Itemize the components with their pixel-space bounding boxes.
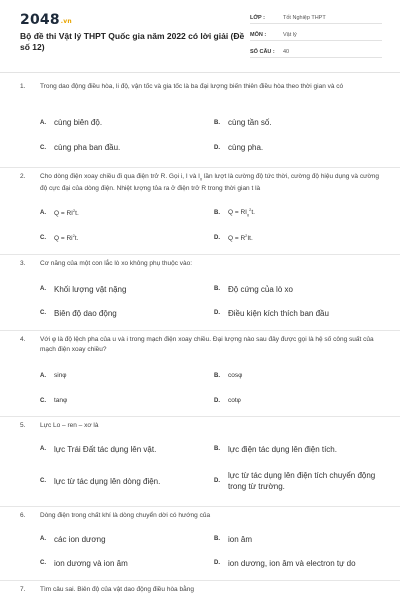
option-letter: A. (40, 446, 46, 452)
question-number: 7. (20, 586, 26, 593)
option-text: Khối lượng vật nặng (54, 284, 127, 294)
option-text: lực từ tác dụng lên dòng điện. (54, 476, 161, 486)
meta-subject (250, 28, 382, 41)
question-list (0, 80, 400, 600)
meta-question-count (250, 45, 382, 58)
option-text: tanφ (54, 397, 68, 404)
answer-options (40, 527, 382, 575)
question-4 (0, 331, 400, 417)
option-text: cùng pha. (228, 143, 264, 152)
option-text: ion dương và ion âm (54, 558, 128, 568)
option-d[interactable] (214, 301, 382, 325)
question-text: Với φ là độ lệch pha của u và i trong mạch điện xoay chiều. Đại lượng nào sau đây được gọi là hệ số công suất của mạch điện xoay chiều? (40, 336, 374, 353)
option-b[interactable] (214, 363, 382, 388)
option-letter: A. (40, 536, 46, 542)
meta-count-label: SỐ CÂU : (250, 49, 275, 55)
option-text: Biên độ dao động (54, 308, 117, 318)
option-d[interactable] (214, 388, 382, 413)
page-header (0, 0, 400, 70)
option-letter: C. (40, 478, 46, 484)
option-d[interactable] (214, 225, 382, 250)
meta-class-label: LỚP : (250, 15, 265, 21)
option-d[interactable] (214, 551, 382, 575)
option-letter: A. (40, 119, 46, 126)
option-c[interactable] (40, 388, 214, 413)
question-text: Cơ năng của một con lắc lò xo không phụ thuộc vào: (40, 260, 193, 267)
option-a[interactable] (40, 277, 214, 301)
option-text: cùng tần số. (228, 118, 272, 127)
option-a[interactable] (40, 363, 214, 388)
header-divider (0, 72, 400, 73)
option-b[interactable] (214, 200, 382, 225)
question-number: 2. (20, 173, 26, 180)
question-text: Lực Lo – ren – xơ là (40, 422, 99, 429)
answer-options (40, 437, 382, 501)
option-letter: D. (214, 310, 220, 316)
option-letter: C. (40, 310, 46, 316)
exam-meta (250, 11, 382, 62)
option-letter: D. (214, 478, 220, 484)
option-letter: B. (214, 536, 220, 542)
option-c[interactable] (40, 461, 214, 501)
option-text: cosφ (228, 372, 243, 379)
option-text: $Q = R^2It$. (228, 233, 253, 243)
option-a[interactable] (40, 200, 214, 225)
option-text: ion âm (228, 534, 253, 544)
question-7 (0, 581, 400, 600)
logo-suffix: .vn (60, 18, 72, 25)
answer-options (40, 277, 382, 325)
option-text: cùng biên độ. (54, 118, 103, 127)
option-text: $Q = RI^2t$. (54, 208, 79, 218)
option-a[interactable] (40, 110, 214, 135)
option-b[interactable] (214, 277, 382, 301)
question-number: 1. (20, 83, 26, 90)
question-number: 5. (20, 422, 26, 429)
option-letter: C. (40, 144, 46, 151)
option-letter: A. (40, 286, 46, 292)
option-text: lực điện tác dụng lên điện tích. (228, 444, 337, 454)
question-text: Tìm câu sai. Biên độ của vật dao động điều hòa bằng (40, 586, 194, 593)
option-text: Điều kiện kích thích ban đầu (228, 308, 329, 318)
question-number: 4. (20, 336, 26, 343)
option-letter: B. (214, 372, 220, 379)
option-text: $Q = RI_0^2t$. (228, 207, 255, 218)
option-b[interactable] (214, 110, 382, 135)
option-letter: C. (40, 397, 46, 404)
option-letter: D. (214, 397, 220, 404)
meta-class-value: Tốt Nghiệp THPT (283, 15, 326, 21)
option-letter: B. (214, 119, 220, 126)
site-logo[interactable] (20, 12, 72, 28)
document-title: Bộ đề thi Vật lý THPT Quốc gia năm 2022 có lời giải (Đề số 12) (20, 31, 245, 52)
answer-options (40, 363, 382, 413)
option-letter: B. (214, 286, 220, 292)
option-text: cotφ (228, 397, 241, 404)
option-letter: D. (214, 234, 220, 241)
question-number: 6. (20, 512, 26, 519)
option-d[interactable] (214, 135, 382, 160)
option-c[interactable] (40, 551, 214, 575)
logo-main: 2048 (20, 12, 60, 28)
answer-options (40, 110, 382, 160)
meta-subject-label: MÔN : (250, 32, 267, 38)
meta-class (250, 11, 382, 24)
question-number: 3. (20, 260, 26, 267)
question-5 (0, 417, 400, 507)
option-letter: C. (40, 560, 46, 566)
question-text: Dòng điện trong chất khí là dòng chuyển dời có hướng của (40, 512, 211, 519)
option-d[interactable] (214, 461, 382, 501)
question-1 (0, 80, 400, 168)
option-b[interactable] (214, 527, 382, 551)
option-letter: C. (40, 234, 46, 241)
question-3 (0, 255, 400, 331)
option-c[interactable] (40, 225, 214, 250)
option-text: Độ cứng của lò xo (228, 284, 293, 294)
option-text: $Q = Ri^2t$. (54, 233, 79, 243)
option-letter: A. (40, 372, 46, 379)
option-letter: B. (214, 209, 220, 216)
option-text: lực từ tác dụng lên điện tích chuyển động trong từ trường. (228, 471, 376, 491)
option-text: các ion dương (54, 534, 106, 544)
option-text: sinφ (54, 372, 67, 379)
question-6 (0, 507, 400, 581)
option-letter: D. (214, 560, 220, 566)
option-letter: B. (214, 446, 220, 452)
option-letter: A. (40, 209, 46, 216)
option-text: lực Trái Đất tác dụng lên vật. (54, 444, 157, 454)
option-text: ion dương, ion âm và electron tự do (228, 558, 356, 568)
option-a[interactable] (40, 437, 214, 461)
meta-count-value: 40 (283, 49, 290, 55)
option-c[interactable] (40, 135, 214, 160)
option-c[interactable] (40, 301, 214, 325)
option-b[interactable] (214, 437, 382, 461)
answer-options (40, 200, 382, 250)
option-letter: D. (214, 144, 220, 151)
option-a[interactable] (40, 527, 214, 551)
meta-subject-value: Vật lý (283, 32, 297, 38)
question-text: Cho dòng điện xoay chiều đi qua điện trở R. Gọi i, I và $I_0$ lần lượt là cường độ tức thời, cường độ hiệu dụng và cường độ cực đại của dòng điện. Nhiệt lượng tỏa ra ở điện trở R trong thời gian t là (40, 173, 379, 193)
question-2 (0, 168, 400, 255)
option-text: cùng pha ban đầu. (54, 143, 121, 152)
question-text: Trong dao động điều hòa, li độ, vận tốc và gia tốc là ba đại lượng biến thiên điều hòa theo thời gian và có (40, 83, 344, 90)
